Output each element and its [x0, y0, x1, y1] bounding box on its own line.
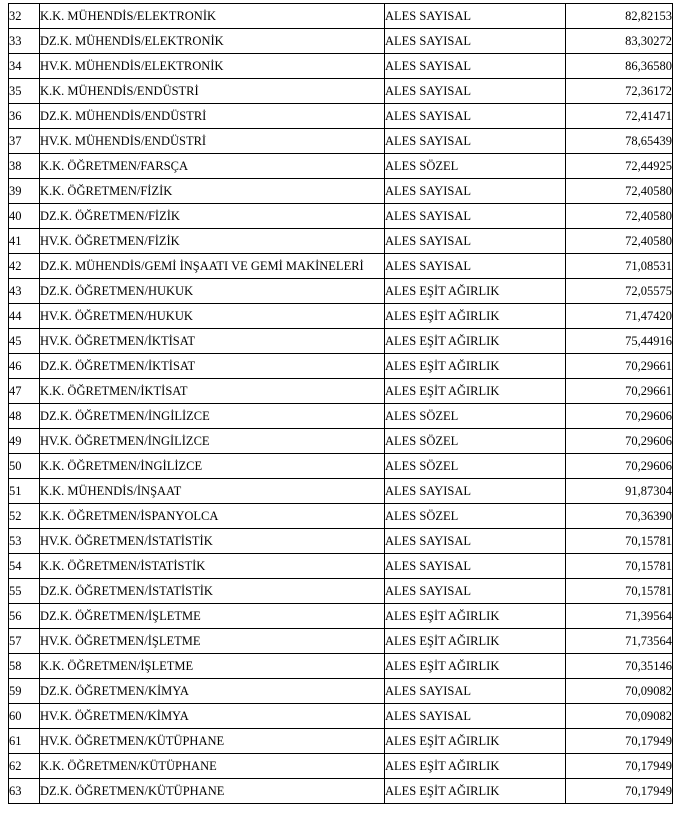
position-title-cell: K.K. ÖĞRETMEN/FARSÇA: [40, 154, 385, 179]
row-number-cell: 60: [9, 704, 40, 729]
table-row: [9, 104, 673, 129]
row-number-cell: 62: [9, 754, 40, 779]
exam-type-cell: ALES SAYISAL: [385, 254, 566, 279]
row-number-cell: 42: [9, 254, 40, 279]
position-title-cell: K.K. MÜHENDİS/ELEKTRONİK: [40, 4, 385, 29]
exam-type-cell: ALES EŞİT AĞIRLIK: [385, 754, 566, 779]
table-row: [9, 604, 673, 629]
row-number-cell: 52: [9, 504, 40, 529]
table-row: [9, 279, 673, 304]
table-row: [9, 179, 673, 204]
table-row: [9, 4, 673, 29]
position-title-cell: K.K. ÖĞRETMEN/FİZİK: [40, 179, 385, 204]
score-cell: 70,17949: [566, 729, 673, 754]
table-row: [9, 229, 673, 254]
score-cell: 72,05575: [566, 279, 673, 304]
score-cell: 70,29661: [566, 354, 673, 379]
exam-type-cell: ALES SAYISAL: [385, 529, 566, 554]
row-number-cell: 56: [9, 604, 40, 629]
exam-type-cell: ALES SAYISAL: [385, 104, 566, 129]
table-row: [9, 204, 673, 229]
row-number-cell: 38: [9, 154, 40, 179]
exam-type-cell: ALES SAYISAL: [385, 54, 566, 79]
row-number-cell: 58: [9, 654, 40, 679]
score-cell: 72,40580: [566, 229, 673, 254]
table-row: [9, 404, 673, 429]
table-row: [9, 504, 673, 529]
score-cell: 72,40580: [566, 204, 673, 229]
exam-type-cell: ALES EŞİT AĞIRLIK: [385, 354, 566, 379]
exam-type-cell: ALES EŞİT AĞIRLIK: [385, 279, 566, 304]
exam-type-cell: ALES SAYISAL: [385, 29, 566, 54]
score-cell: 70,35146: [566, 654, 673, 679]
score-cell: 71,47420: [566, 304, 673, 329]
row-number-cell: 47: [9, 379, 40, 404]
position-title-cell: K.K. ÖĞRETMEN/İKTİSAT: [40, 379, 385, 404]
position-title-cell: DZ.K. ÖĞRETMEN/KİMYA: [40, 679, 385, 704]
score-cell: 70,29606: [566, 454, 673, 479]
row-number-cell: 57: [9, 629, 40, 654]
table-row: [9, 729, 673, 754]
exam-type-cell: ALES SAYISAL: [385, 554, 566, 579]
score-cell: 91,87304: [566, 479, 673, 504]
exam-type-cell: ALES SAYISAL: [385, 204, 566, 229]
row-number-cell: 43: [9, 279, 40, 304]
table-row: [9, 429, 673, 454]
table-row: [9, 379, 673, 404]
position-title-cell: HV.K. ÖĞRETMEN/İŞLETME: [40, 629, 385, 654]
position-title-cell: K.K. ÖĞRETMEN/İNGİLİZCE: [40, 454, 385, 479]
exam-type-cell: ALES EŞİT AĞIRLIK: [385, 629, 566, 654]
table-row: [9, 629, 673, 654]
score-cell: 70,15781: [566, 529, 673, 554]
row-number-cell: 44: [9, 304, 40, 329]
exam-type-cell: ALES SAYISAL: [385, 679, 566, 704]
position-title-cell: HV.K. ÖĞRETMEN/HUKUK: [40, 304, 385, 329]
exam-type-cell: ALES SÖZEL: [385, 404, 566, 429]
exam-type-cell: ALES SAYISAL: [385, 479, 566, 504]
score-cell: 70,15781: [566, 554, 673, 579]
table-row: [9, 129, 673, 154]
table-row: [9, 154, 673, 179]
row-number-cell: 35: [9, 79, 40, 104]
row-number-cell: 51: [9, 479, 40, 504]
exam-type-cell: ALES SAYISAL: [385, 704, 566, 729]
score-cell: 72,36172: [566, 79, 673, 104]
score-cell: 70,29606: [566, 404, 673, 429]
row-number-cell: 41: [9, 229, 40, 254]
row-number-cell: 53: [9, 529, 40, 554]
row-number-cell: 46: [9, 354, 40, 379]
exam-type-cell: ALES EŞİT AĞIRLIK: [385, 779, 566, 804]
row-number-cell: 48: [9, 404, 40, 429]
position-title-cell: K.K. ÖĞRETMEN/İSTATİSTİK: [40, 554, 385, 579]
position-title-cell: HV.K. MÜHENDİS/ENDÜSTRİ: [40, 129, 385, 154]
row-number-cell: 32: [9, 4, 40, 29]
position-title-cell: DZ.K. ÖĞRETMEN/İSTATİSTİK: [40, 579, 385, 604]
position-title-cell: DZ.K. ÖĞRETMEN/İKTİSAT: [40, 354, 385, 379]
position-title-cell: HV.K. ÖĞRETMEN/İSTATİSTİK: [40, 529, 385, 554]
score-cell: 83,30272: [566, 29, 673, 54]
table-row: [9, 454, 673, 479]
row-number-cell: 50: [9, 454, 40, 479]
position-title-cell: HV.K. ÖĞRETMEN/KÜTÜPHANE: [40, 729, 385, 754]
position-title-cell: DZ.K. MÜHENDİS/ENDÜSTRİ: [40, 104, 385, 129]
table-row: [9, 679, 673, 704]
exam-type-cell: ALES EŞİT AĞIRLIK: [385, 604, 566, 629]
score-cell: 70,36390: [566, 504, 673, 529]
table-row: [9, 654, 673, 679]
exam-type-cell: ALES EŞİT AĞIRLIK: [385, 729, 566, 754]
score-cell: 70,09082: [566, 679, 673, 704]
score-cell: 70,17949: [566, 754, 673, 779]
score-cell: 70,29606: [566, 429, 673, 454]
position-title-cell: HV.K. MÜHENDİS/ELEKTRONİK: [40, 54, 385, 79]
row-number-cell: 63: [9, 779, 40, 804]
table-row: [9, 754, 673, 779]
table-row: [9, 329, 673, 354]
score-cell: 86,36580: [566, 54, 673, 79]
row-number-cell: 33: [9, 29, 40, 54]
exam-type-cell: ALES SÖZEL: [385, 154, 566, 179]
table-row: [9, 579, 673, 604]
position-title-cell: K.K. ÖĞRETMEN/KÜTÜPHANE: [40, 754, 385, 779]
exam-type-cell: ALES EŞİT AĞIRLIK: [385, 304, 566, 329]
exam-type-cell: ALES SAYISAL: [385, 4, 566, 29]
exam-type-cell: ALES EŞİT AĞIRLIK: [385, 329, 566, 354]
table-body: [9, 4, 673, 804]
position-title-cell: DZ.K. ÖĞRETMEN/HUKUK: [40, 279, 385, 304]
table-row: [9, 779, 673, 804]
score-cell: 72,40580: [566, 179, 673, 204]
position-title-cell: DZ.K. MÜHENDİS/GEMİ İNŞAATI VE GEMİ MAKİNELERİ: [40, 254, 385, 279]
position-title-cell: K.K. MÜHENDİS/ENDÜSTRİ: [40, 79, 385, 104]
score-cell: 70,29661: [566, 379, 673, 404]
row-number-cell: 37: [9, 129, 40, 154]
table-row: [9, 79, 673, 104]
score-cell: 75,44916: [566, 329, 673, 354]
position-title-cell: K.K. ÖĞRETMEN/İŞLETME: [40, 654, 385, 679]
position-title-cell: HV.K. ÖĞRETMEN/KİMYA: [40, 704, 385, 729]
exam-type-cell: ALES SÖZEL: [385, 504, 566, 529]
position-title-cell: K.K. MÜHENDİS/İNŞAAT: [40, 479, 385, 504]
score-cell: 78,65439: [566, 129, 673, 154]
row-number-cell: 61: [9, 729, 40, 754]
exam-type-cell: ALES SÖZEL: [385, 454, 566, 479]
position-title-cell: DZ.K. ÖĞRETMEN/KÜTÜPHANE: [40, 779, 385, 804]
exam-type-cell: ALES EŞİT AĞIRLIK: [385, 379, 566, 404]
score-cell: 71,08531: [566, 254, 673, 279]
table-row: [9, 304, 673, 329]
exam-type-cell: ALES SAYISAL: [385, 579, 566, 604]
position-title-cell: HV.K. ÖĞRETMEN/İKTİSAT: [40, 329, 385, 354]
table-row: [9, 529, 673, 554]
position-title-cell: DZ.K. ÖĞRETMEN/FİZİK: [40, 204, 385, 229]
position-title-cell: DZ.K. MÜHENDİS/ELEKTRONİK: [40, 29, 385, 54]
exam-type-cell: ALES SAYISAL: [385, 229, 566, 254]
row-number-cell: 36: [9, 104, 40, 129]
table-row: [9, 54, 673, 79]
score-cell: 71,39564: [566, 604, 673, 629]
table-row: [9, 354, 673, 379]
position-title-cell: HV.K. ÖĞRETMEN/İNGİLİZCE: [40, 429, 385, 454]
row-number-cell: 49: [9, 429, 40, 454]
score-cell: 70,09082: [566, 704, 673, 729]
row-number-cell: 39: [9, 179, 40, 204]
table-row: [9, 554, 673, 579]
score-table: [8, 3, 673, 804]
position-title-cell: DZ.K. ÖĞRETMEN/İŞLETME: [40, 604, 385, 629]
row-number-cell: 45: [9, 329, 40, 354]
row-number-cell: 55: [9, 579, 40, 604]
table-row: [9, 479, 673, 504]
score-cell: 70,15781: [566, 579, 673, 604]
score-cell: 71,73564: [566, 629, 673, 654]
score-cell: 72,41471: [566, 104, 673, 129]
score-cell: 70,17949: [566, 779, 673, 804]
row-number-cell: 34: [9, 54, 40, 79]
exam-type-cell: ALES SAYISAL: [385, 179, 566, 204]
row-number-cell: 59: [9, 679, 40, 704]
score-cell: 72,44925: [566, 154, 673, 179]
position-title-cell: K.K. ÖĞRETMEN/İSPANYOLCA: [40, 504, 385, 529]
table-row: [9, 704, 673, 729]
row-number-cell: 54: [9, 554, 40, 579]
table-row: [9, 254, 673, 279]
exam-type-cell: ALES EŞİT AĞIRLIK: [385, 654, 566, 679]
score-cell: 82,82153: [566, 4, 673, 29]
row-number-cell: 40: [9, 204, 40, 229]
table-row: [9, 29, 673, 54]
position-title-cell: HV.K. ÖĞRETMEN/FİZİK: [40, 229, 385, 254]
exam-type-cell: ALES SÖZEL: [385, 429, 566, 454]
exam-type-cell: ALES SAYISAL: [385, 79, 566, 104]
position-title-cell: DZ.K. ÖĞRETMEN/İNGİLİZCE: [40, 404, 385, 429]
exam-type-cell: ALES SAYISAL: [385, 129, 566, 154]
